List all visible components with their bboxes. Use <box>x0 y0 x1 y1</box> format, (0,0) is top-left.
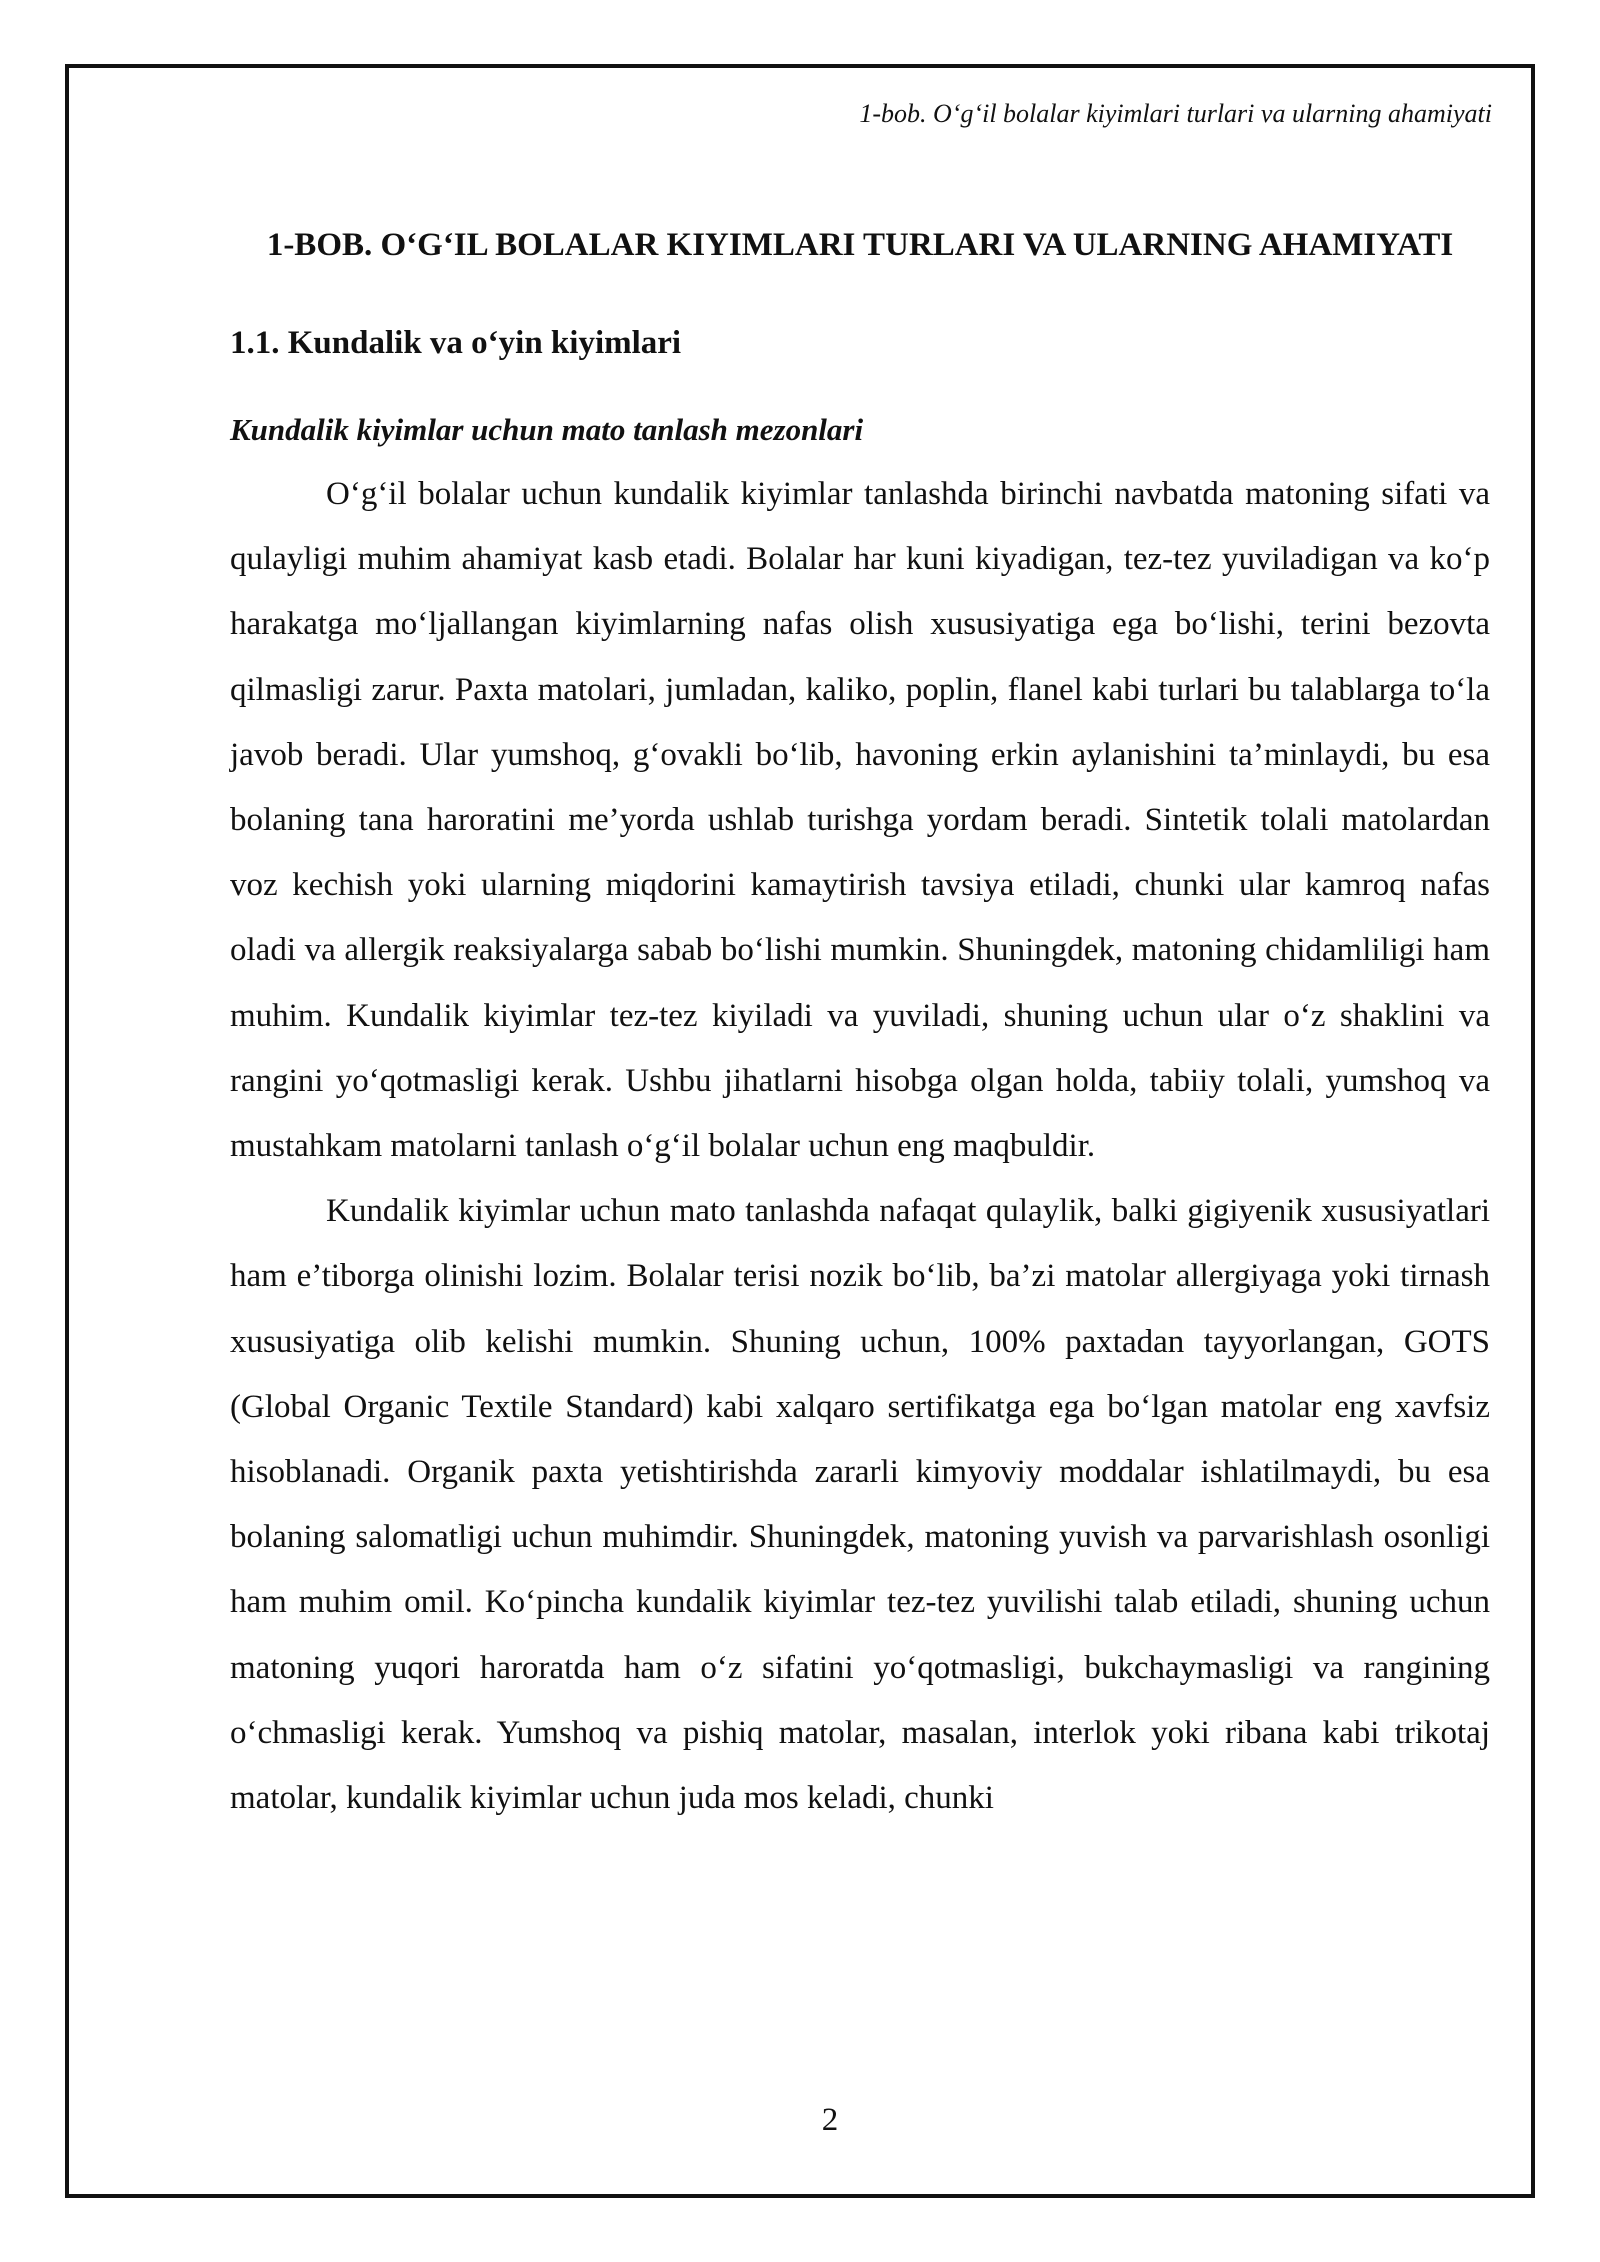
running-header: 1-bob. O‘g‘il bolalar kiyimlari turlari va ularning ahamiyati <box>859 99 1492 128</box>
subsection-title: Kundalik kiyimlar uchun mato tanlash mezonlari <box>230 412 864 447</box>
body-paragraph: Kundalik kiyimlar uchun mato tanlashda nafaqat qulaylik, balki gigiyenik xususiyatlari ham e’tiborga olinishi lozim. Bolalar terisi nozik bo‘lib, ba’zi matolar allergiyaga yoki tirnash xususiyatiga olib kelishi mumkin. Shuning uchun, 100% paxtadan tayyorlangan, GOTS (Global Organic Textile Standard) kabi xalqaro sertifikatga ega bo‘lgan matolar eng xavfsiz hisoblanadi. Organik paxta yetishtirishda zararli kimyoviy moddalar ishlatilmaydi, bu esa bolaning salomatligi uchun muhimdir. Shuningdek, matoning yuvish va parvarishlash osonligi ham muhim omil. Ko‘pincha kundalik kiyimlar tez-tez yuvilishi talab etiladi, shuning uchun matoning yuqori haroratda ham o‘z sifatini yo‘qotmasligi, bukchaymasligi va rangining o‘chmasligi kerak. Yumshoq va pishiq matolar, masalan, interlok yoki ribana kabi trikotaj matolar, kundalik kiyimlar uchun juda mos keladi, chunki <box>230 1193 1490 1817</box>
page-number: 2 <box>821 2102 839 2138</box>
body-paragraph: O‘g‘il bolalar uchun kundalik kiyimlar tanlashda birinchi navbatda matoning sifati va qulayligi muhim ahamiyat kasb etadi. Bolalar har kuni kiyadigan, tez-tez yuviladigan va ko‘p harakatga mo‘ljallangan kiyimlarning nafas olish xususiyatiga ega bo‘lishi, terini bezovta qilmasligi zarur. Paxta matolari, jumladan, kaliko, poplin, flanel kabi turlari bu talablarga to‘la javob beradi. Ular yumshoq, g‘ovakli bo‘lib, havoning erkin aylanishini ta’minlaydi, bu esa bolaning tana haroratini me’yorda ushlab turishga yordam beradi. Sintetik tolali matolardan voz kechish yoki ularning miqdorini kamaytirish tavsiya etiladi, chunki ular kamroq nafas oladi va allergik reaksiyalarga sabab bo‘lishi mumkin. Shuningdek, matoning chidamliligi ham muhim. Kundalik kiyimlar tez-tez kiyiladi va yuviladi, shuning uchun ular o‘z shaklini va rangini yo‘qotmasligi kerak. Ushbu jihatlarni hisobga olgan holda, tabiiy tolali, yumshoq va mustahkam matolarni tanlash o‘g‘il bolalar uchun eng maqbuldir. <box>230 476 1490 1165</box>
section-title: 1.1. Kundalik va o‘yin kiyimlari <box>230 325 682 361</box>
page-content <box>230 212 1490 1831</box>
chapter-title: 1-BOB. O‘G‘IL BOLALAR KIYIMLARI TURLARI VA ULARNING AHAMIYATI <box>266 227 1454 263</box>
